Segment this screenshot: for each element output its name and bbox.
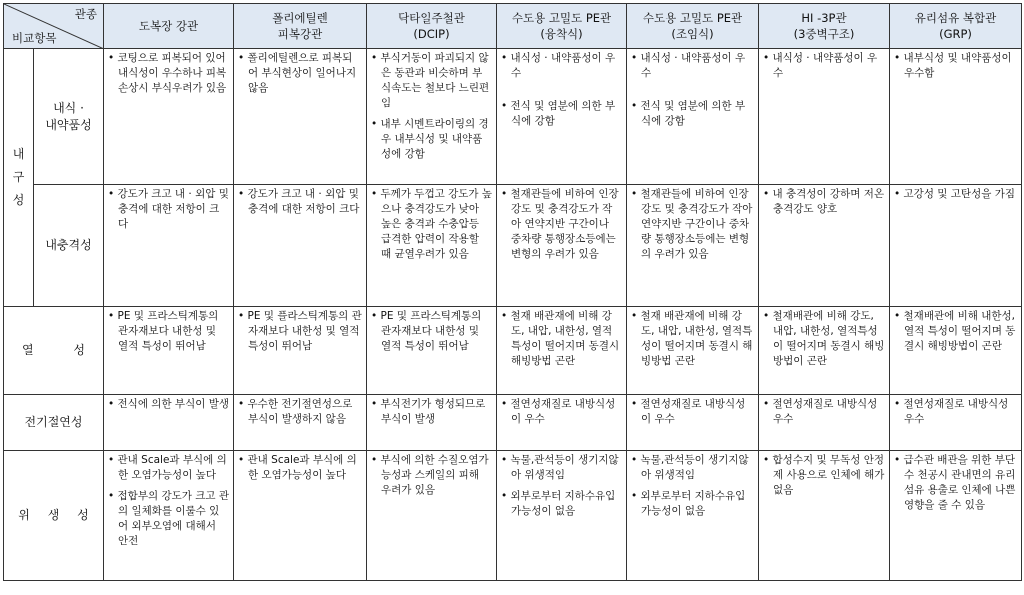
cell-chemical-0: • 코팅으로 피복되어 있어 내식성이 우수하나 피복손상시 부식우려가 있음: [104, 49, 234, 185]
col-header-pe-coated-steel: 폴리에틸렌 피복강관: [234, 4, 367, 49]
cell-impact-0: • 강도가 크고 내 · 외압 및 충격에 대한 저항이 크다: [104, 185, 234, 307]
col-header-grp: 유리섬유 복합관 (GRP): [890, 4, 1022, 49]
row-impact: [4, 185, 1022, 307]
col-header-hi3p: HI -3P관 (3중벽구조): [759, 4, 890, 49]
row-label-chemical: 내식 · 내약품성: [34, 49, 104, 185]
row-hygiene: [4, 451, 1022, 581]
cell-impact-4: • 철재관들에 비하여 인장강도 및 충격강도가 작아 연약지반 구간이나 중차량 통행장소등에는 변형의 우려가 있음: [627, 185, 759, 307]
corner-bottom-label: 비교항목: [12, 31, 57, 45]
row-chemical: [4, 49, 1022, 185]
cell-thermal-0: • PE 및 프라스틱계통의 관자재보다 내한성 및 열적 특성이 뛰어남: [104, 307, 234, 395]
row-label-insulation: 전기절연성: [4, 395, 104, 451]
row-label-impact: 내충격성: [34, 185, 104, 307]
cell-hygiene-3: • 녹물,관석등이 생기지않아 위생적임 • 외부로부터 지하수유입 가능성이 없음: [497, 451, 627, 581]
cell-thermal-4: • 철재 배관재에 비해 강도, 내압, 내한성, 열적특성이 떨어지며 동결시 해빙방법 곤란: [627, 307, 759, 395]
cell-chemical-4: • 내식성 · 내약품성이 우수 • 전식 및 염분에 의한 부식에 강함: [627, 49, 759, 185]
cell-hygiene-0: • 관내 Scale과 부식에 의한 오염가능성이 높다 • 접합부의 강도가 크고 관의 일체화를 이룰수 있어 외부오염에 대해서 안전: [104, 451, 234, 581]
cell-thermal-1: • PE 및 플라스틱계통의 관자재보다 내한성 및 열적 특성이 뛰어남: [234, 307, 367, 395]
cell-insulation-5: • 절연성재질로 내방식성 우수: [759, 395, 890, 451]
cell-insulation-2: • 부식전기가 형성되므로 부식이 발생: [367, 395, 497, 451]
col-header-coated-steel: 도복장 강관: [104, 4, 234, 49]
corner-header: [4, 4, 104, 49]
cell-chemical-2: • 부식거동이 파괴되지 않은 동관과 비슷하며 부식속도는 철보다 느린편임 • 내부 시멘트라이링의 경우 내부식성 및 내약품성에 강함: [367, 49, 497, 185]
cell-chemical-1: • 폴리에틸렌으로 피복되어 부식현상이 일어나지 않음: [234, 49, 367, 185]
cell-insulation-1: • 우수한 전기절연성으로 부식이 발생하지 않음: [234, 395, 367, 451]
col-header-pe-clamp: 수도용 고밀도 PE관 (조임식): [627, 4, 759, 49]
cell-hygiene-5: • 합성수지 및 무독성 안정제 사용으로 인체에 해가 없음: [759, 451, 890, 581]
cell-chemical-3: • 내식성 · 내약품성이 우수 • 전식 및 염분에 의한 부식에 강함: [497, 49, 627, 185]
cell-hygiene-1: • 관내 Scale과 부식에 의한 오염가능성이 높다: [234, 451, 367, 581]
cell-insulation-3: • 절연성재질로 내방식성이 우수: [497, 395, 627, 451]
cell-chemical-5: • 내식성 · 내약품성이 우수: [759, 49, 890, 185]
cell-impact-1: • 강도가 크고 내 · 외압 및 충격에 대한 저항이 크다: [234, 185, 367, 307]
cell-thermal-2: • PE 및 프라스틱계통의 관자재보다 내한성 및 열적 특성이 뛰어남: [367, 307, 497, 395]
cell-thermal-6: • 철재배관에 비해 내한성, 열적 특성이 떨어지며 동결시 해빙방법이 곤란: [890, 307, 1022, 395]
cell-insulation-4: • 절연성재질로 내방식성이 우수: [627, 395, 759, 451]
cell-thermal-3: • 철재 배관재에 비해 강도, 내압, 내한성, 열적특성이 떨어지며 동결시 해빙방법 곤란: [497, 307, 627, 395]
row-insulation: [4, 395, 1022, 451]
cell-thermal-5: • 철재배관에 비해 강도, 내압, 내한성, 열적특성이 떨어지며 동결시 해빙방법이 곤란: [759, 307, 890, 395]
cell-impact-3: • 철재관들에 비하여 인장강도 및 충격강도가 작아 연약지반 구간이나 중차량 통행장소등에는 변형의 우려가 있음: [497, 185, 627, 307]
cell-impact-2: • 두께가 두껍고 강도가 높으나 충격강도가 낮아 높은 충격과 수충압등 급격한 압력이 작용할 때 균열우려가 있음: [367, 185, 497, 307]
corner-top-label: 관종: [74, 7, 97, 21]
cell-insulation-0: • 전식에 의한 부식이 발생: [104, 395, 234, 451]
col-header-dcip: 닥타일주철관 (DCIP): [367, 4, 497, 49]
col-header-pe-fusion: 수도용 고밀도 PE관 (융착식): [497, 4, 627, 49]
cell-chemical-6: • 내부식성 및 내약품성이 우수함: [890, 49, 1022, 185]
cell-hygiene-6: • 급수관 배관을 위한 부단수 천공시 관내면의 유리섬유 용출로 인체에 나쁜영향을 줄 수 있음: [890, 451, 1022, 581]
cell-hygiene-2: • 부식에 의한 수질오염가능성과 스케일의 피해 우려가 있음: [367, 451, 497, 581]
row-label-hygiene: 위 생 성: [4, 451, 104, 581]
cell-hygiene-4: • 녹물,관석등이 생기지않아 위생적임 • 외부로부터 지하수유입 가능성이 없음: [627, 451, 759, 581]
comparison-table: [3, 3, 1022, 581]
header-row: [4, 4, 1022, 49]
cell-insulation-6: • 절연성재질로 내방식성 우수: [890, 395, 1022, 451]
row-label-thermal: 열 성: [4, 307, 104, 395]
durability-label: 내 구 성: [4, 49, 34, 307]
cell-impact-6: • 고강성 및 고탄성을 가짐: [890, 185, 1022, 307]
row-thermal: [4, 307, 1022, 395]
cell-impact-5: • 내 충격성이 강하며 저온 충격강도 양호: [759, 185, 890, 307]
